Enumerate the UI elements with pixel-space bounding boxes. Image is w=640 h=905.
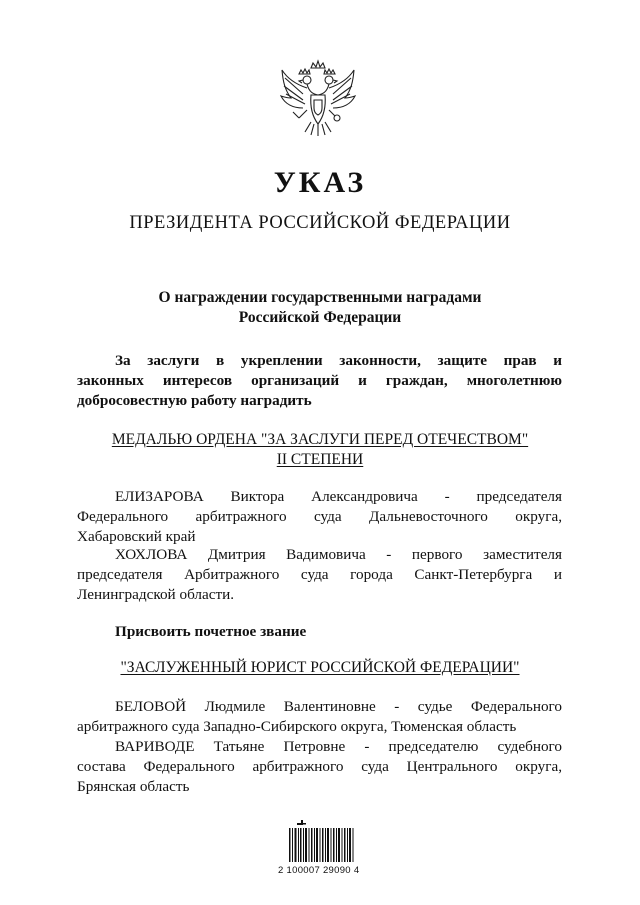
recipient-elizarov xyxy=(77,487,562,547)
award-title-line: "ЗАСЛУЖЕННЫЙ ЮРИСТ РОССИЙСКОЙ ФЕДЕРАЦИИ" xyxy=(120,659,520,676)
intro-line: законных интересов организаций и граждан, многолетнюю xyxy=(77,372,562,389)
barcode-number: 2 100007 29090 4 xyxy=(278,865,360,876)
recipient-line: БЕЛОВОЙ Людмиле Валентиновне - судье Федерального xyxy=(115,698,562,715)
recipient-belova xyxy=(77,697,562,737)
decree-heading-line: О награждении государственными наградами xyxy=(158,289,482,306)
recipient-line: председателя Арбитражного суда города Санкт-Петербурга и xyxy=(77,566,562,583)
recipient-line: Брянская область xyxy=(77,778,190,795)
recipient-varivoda xyxy=(77,737,562,797)
recipient-khokhlov xyxy=(77,545,562,605)
award-title-line: II СТЕПЕНИ xyxy=(276,451,364,468)
decree-heading-line: Российской Федерации xyxy=(238,309,402,326)
recipient-line: ВАРИВОДЕ Татьяне Петровне - председателю судебного xyxy=(115,738,562,755)
recipient-line: Хабаровский край xyxy=(77,528,196,545)
award-title-honorary xyxy=(0,658,640,678)
recipient-line: Ленинградской области. xyxy=(77,586,235,603)
document-title: УКАЗ xyxy=(273,166,367,199)
intro-line: За заслуги в укреплении законности, защите прав и xyxy=(115,352,562,369)
decree-heading xyxy=(0,288,640,328)
recipient-line: состава Федерального арбитражного суда Центрального округа, xyxy=(77,758,562,775)
document-subtitle: ПРЕЗИДЕНТА РОССИЙСКОЙ ФЕДЕРАЦИИ xyxy=(129,213,511,233)
award-title-line: МЕДАЛЬЮ ОРДЕНА "ЗА ЗАСЛУГИ ПЕРЕД ОТЕЧЕСТВОМ" xyxy=(111,431,529,448)
award-title-medal xyxy=(0,430,640,470)
recipient-line: ЕЛИЗАРОВА Виктора Александровича - председателя xyxy=(115,488,562,505)
coat-of-arms-icon xyxy=(277,54,359,142)
intro-paragraph xyxy=(77,351,562,411)
recipient-line: Федерального арбитражного суда Дальневосточного округа, xyxy=(77,508,562,525)
recipient-line: арбитражного суда Западно-Сибирского округа, Тюменская область xyxy=(77,718,517,735)
recipient-line: ХОХЛОВА Дмитрия Вадимовича - первого заместителя xyxy=(115,546,562,563)
intro-line: добросовестную работу наградить xyxy=(77,392,312,409)
assign-title: Присвоить почетное звание xyxy=(115,623,307,640)
